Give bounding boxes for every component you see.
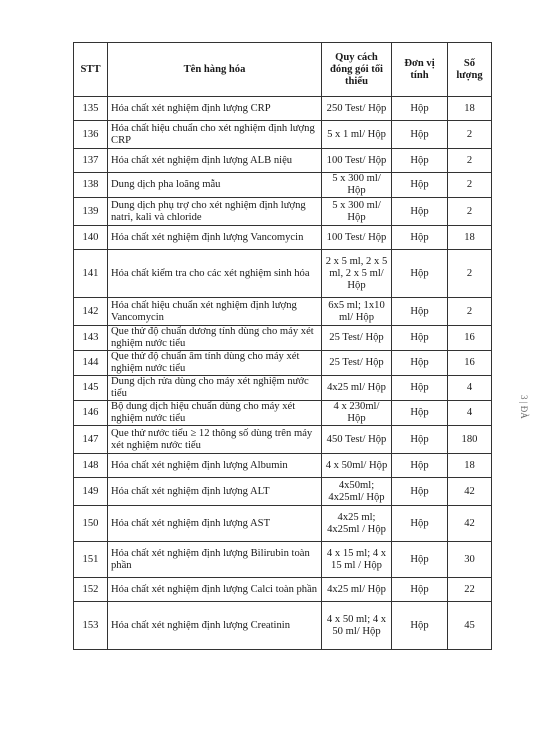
row-qty: 2 [448, 198, 492, 226]
row-name: Hóa chất xét nghiệm định lượng Albumin [108, 454, 322, 478]
header-name: Tên hàng hóa [108, 43, 322, 97]
table-row [74, 376, 492, 401]
row-name: Hóa chất xét nghiệm định lượng ALT [108, 478, 322, 506]
row-qty: 16 [448, 326, 492, 351]
row-name: Que thử độ chuẩn dương tính dùng cho máy xét nghiệm nước tiểu [108, 326, 322, 351]
row-spec: 25 Test/ Hộp [322, 326, 392, 351]
row-name: Que thử độ chuẩn âm tính dùng cho máy xét nghiệm nước tiểu [108, 351, 322, 376]
row-qty: 2 [448, 121, 492, 149]
row-spec: 6x5 ml; 1x10 ml/ Hộp [322, 298, 392, 326]
header-stt: STT [74, 43, 108, 97]
row-qty: 180 [448, 426, 492, 454]
row-name: Hóa chất xét nghiệm định lượng Calci toàn phần [108, 578, 322, 602]
row-stt: 138 [74, 173, 108, 198]
row-stt: 151 [74, 542, 108, 578]
row-unit: Hộp [392, 121, 448, 149]
row-unit: Hộp [392, 426, 448, 454]
row-qty: 4 [448, 376, 492, 401]
row-spec: 5 x 300 ml/ Hộp [322, 173, 392, 198]
row-name: Hóa chất hiệu chuẩn xét nghiệm định lượng Vancomycin [108, 298, 322, 326]
row-name: Hóa chất xét nghiệm định lượng ALB niệu [108, 149, 322, 173]
row-spec: 4x25 ml/ Hộp [322, 376, 392, 401]
row-unit: Hộp [392, 173, 448, 198]
row-stt: 153 [74, 602, 108, 650]
header-unit: Đơn vị tính [392, 43, 448, 97]
row-qty: 2 [448, 173, 492, 198]
table-row [74, 401, 492, 426]
row-spec: 4 x 230ml/ Hộp [322, 401, 392, 426]
row-name: Dung dịch phụ trợ cho xét nghiệm định lượng natri, kali và chloride [108, 198, 322, 226]
row-unit: Hộp [392, 326, 448, 351]
table-body [74, 97, 492, 650]
row-stt: 150 [74, 506, 108, 542]
row-spec: 250 Test/ Hộp [322, 97, 392, 121]
row-qty: 30 [448, 542, 492, 578]
row-stt: 140 [74, 226, 108, 250]
row-unit: Hộp [392, 542, 448, 578]
row-spec: 4x25 ml/ Hộp [322, 578, 392, 602]
row-stt: 149 [74, 478, 108, 506]
row-spec: 5 x 1 ml/ Hộp [322, 121, 392, 149]
row-spec: 2 x 5 ml, 2 x 5 ml, 2 x 5 ml/ Hộp [322, 250, 392, 298]
row-unit: Hộp [392, 97, 448, 121]
row-name: Dung dịch rửa dùng cho máy xét nghiệm nước tiểu [108, 376, 322, 401]
row-qty: 18 [448, 454, 492, 478]
row-name: Bộ dung dịch hiệu chuẩn dùng cho máy xét nghiệm nước tiểu [108, 401, 322, 426]
row-stt: 139 [74, 198, 108, 226]
table-row [74, 478, 492, 506]
table-row [74, 121, 492, 149]
margin-marks-text: 3 | ĐÀ [519, 395, 529, 419]
table-row [74, 173, 492, 198]
row-spec: 450 Test/ Hộp [322, 426, 392, 454]
header-spec: Quy cách đóng gói tối thiểu [322, 43, 392, 97]
table-row [74, 149, 492, 173]
row-spec: 100 Test/ Hộp [322, 226, 392, 250]
row-unit: Hộp [392, 351, 448, 376]
row-unit: Hộp [392, 198, 448, 226]
table-row [74, 506, 492, 542]
row-spec: 4 x 15 ml; 4 x 15 ml / Hộp [322, 542, 392, 578]
table-row [74, 578, 492, 602]
row-qty: 2 [448, 149, 492, 173]
table-row [74, 298, 492, 326]
row-qty: 18 [448, 226, 492, 250]
row-stt: 141 [74, 250, 108, 298]
row-stt: 142 [74, 298, 108, 326]
row-stt: 148 [74, 454, 108, 478]
row-unit: Hộp [392, 376, 448, 401]
row-qty: 22 [448, 578, 492, 602]
row-name: Hóa chất xét nghiệm định lượng AST [108, 506, 322, 542]
row-unit: Hộp [392, 454, 448, 478]
row-spec: 4x25 ml; 4x25ml / Hộp [322, 506, 392, 542]
row-spec: 4 x 50ml/ Hộp [322, 454, 392, 478]
row-stt: 136 [74, 121, 108, 149]
row-qty: 18 [448, 97, 492, 121]
row-stt: 152 [74, 578, 108, 602]
row-stt: 147 [74, 426, 108, 454]
row-stt: 145 [74, 376, 108, 401]
row-name: Hóa chất xét nghiệm định lượng CRP [108, 97, 322, 121]
row-unit: Hộp [392, 298, 448, 326]
row-unit: Hộp [392, 602, 448, 650]
row-unit: Hộp [392, 478, 448, 506]
row-stt: 146 [74, 401, 108, 426]
row-unit: Hộp [392, 578, 448, 602]
row-stt: 135 [74, 97, 108, 121]
table-row [74, 602, 492, 650]
row-name: Hóa chất xét nghiệm định lượng Vancomycin [108, 226, 322, 250]
table-row [74, 326, 492, 351]
row-qty: 42 [448, 506, 492, 542]
table-row [74, 454, 492, 478]
row-qty: 4 [448, 401, 492, 426]
table-row [74, 351, 492, 376]
goods-table [73, 42, 492, 650]
row-stt: 143 [74, 326, 108, 351]
table-row [74, 426, 492, 454]
row-qty: 2 [448, 298, 492, 326]
table-row [74, 250, 492, 298]
row-spec: 100 Test/ Hộp [322, 149, 392, 173]
row-name: Hóa chất xét nghiệm định lượng Bilirubin toàn phần [108, 542, 322, 578]
row-spec: 4 x 50 ml; 4 x 50 ml/ Hộp [322, 602, 392, 650]
row-unit: Hộp [392, 506, 448, 542]
table-row [74, 542, 492, 578]
row-qty: 45 [448, 602, 492, 650]
row-unit: Hộp [392, 401, 448, 426]
row-stt: 137 [74, 149, 108, 173]
header-qty: Số lượng [448, 43, 492, 97]
table-row [74, 226, 492, 250]
row-qty: 42 [448, 478, 492, 506]
row-name: Que thử nước tiểu ≥ 12 thông số dùng trên máy xét nghiệm nước tiểu [108, 426, 322, 454]
row-qty: 16 [448, 351, 492, 376]
row-stt: 144 [74, 351, 108, 376]
row-name: Hóa chất kiểm tra cho các xét nghiệm sinh hóa [108, 250, 322, 298]
row-spec: 25 Test/ Hộp [322, 351, 392, 376]
row-unit: Hộp [392, 250, 448, 298]
margin-stamp [519, 395, 529, 419]
table-header-row [74, 43, 492, 97]
table-row [74, 97, 492, 121]
row-qty: 2 [448, 250, 492, 298]
row-spec: 5 x 300 ml/ Hộp [322, 198, 392, 226]
row-unit: Hộp [392, 226, 448, 250]
row-spec: 4x50ml; 4x25ml/ Hộp [322, 478, 392, 506]
table-row [74, 198, 492, 226]
row-name: Hóa chất hiệu chuẩn cho xét nghiệm định lượng CRP [108, 121, 322, 149]
row-unit: Hộp [392, 149, 448, 173]
row-name: Dung dịch pha loãng mẫu [108, 173, 322, 198]
row-name: Hóa chất xét nghiệm định lượng Creatinin [108, 602, 322, 650]
